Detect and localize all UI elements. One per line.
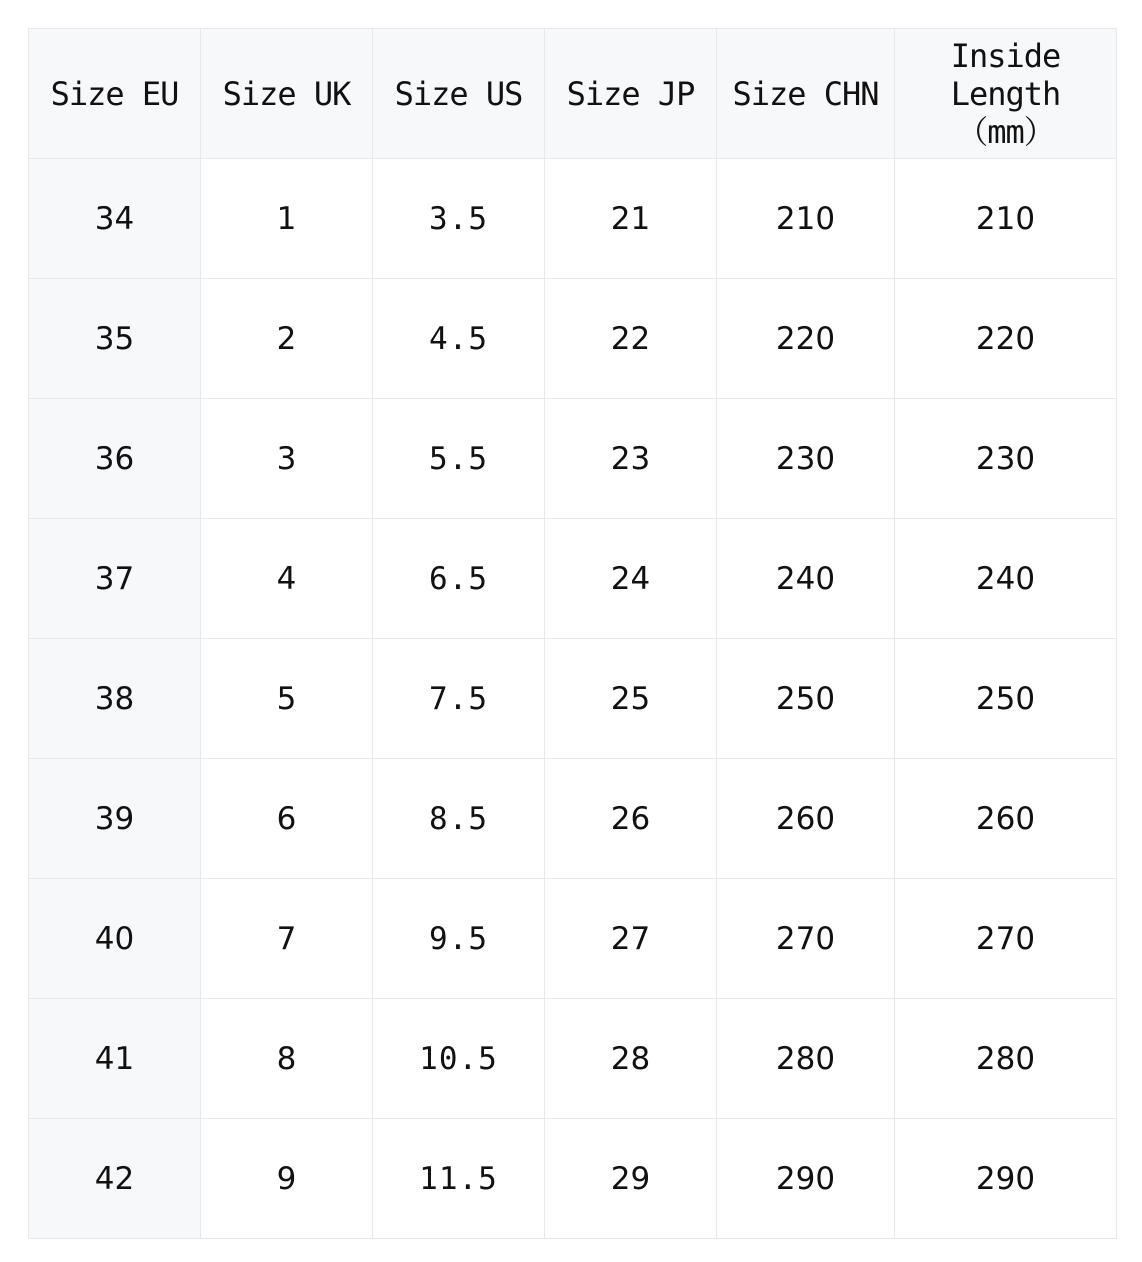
header-size-jp: Size JP (545, 29, 717, 159)
table-row (29, 279, 1117, 399)
cell-size-us: 7.5 (373, 639, 545, 759)
header-inside-length-unit: （mm） (956, 112, 1055, 151)
cell-size-chn: 270 (717, 879, 895, 999)
cell-size-jp: 27 (545, 879, 717, 999)
cell-size-uk: 5 (201, 639, 373, 759)
cell-size-eu: 36 (29, 399, 201, 519)
header-inside-length-label: Inside Length (950, 36, 1061, 113)
cell-size-us: 6.5 (373, 519, 545, 639)
cell-size-eu: 40 (29, 879, 201, 999)
cell-size-uk: 3 (201, 399, 373, 519)
header-size-uk: Size UK (201, 29, 373, 159)
cell-size-uk: 1 (201, 159, 373, 279)
cell-size-jp: 28 (545, 999, 717, 1119)
cell-inside-length: 290 (895, 1119, 1117, 1239)
cell-size-us: 3.5 (373, 159, 545, 279)
cell-size-us: 10.5 (373, 999, 545, 1119)
cell-size-jp: 23 (545, 399, 717, 519)
cell-inside-length: 230 (895, 399, 1117, 519)
cell-size-jp: 21 (545, 159, 717, 279)
table-row (29, 879, 1117, 999)
cell-size-us: 4.5 (373, 279, 545, 399)
cell-inside-length: 240 (895, 519, 1117, 639)
size-chart-table (28, 28, 1117, 1239)
cell-size-eu: 35 (29, 279, 201, 399)
cell-size-uk: 8 (201, 999, 373, 1119)
cell-size-chn: 290 (717, 1119, 895, 1239)
cell-size-eu: 39 (29, 759, 201, 879)
cell-size-us: 9.5 (373, 879, 545, 999)
cell-inside-length: 210 (895, 159, 1117, 279)
cell-size-eu: 38 (29, 639, 201, 759)
cell-size-jp: 26 (545, 759, 717, 879)
table-header-row (29, 29, 1117, 159)
header-inside-length (895, 29, 1117, 159)
cell-size-chn: 280 (717, 999, 895, 1119)
cell-size-jp: 24 (545, 519, 717, 639)
cell-inside-length: 220 (895, 279, 1117, 399)
cell-size-eu: 41 (29, 999, 201, 1119)
table-row (29, 999, 1117, 1119)
header-size-chn: Size CHN (717, 29, 895, 159)
cell-size-uk: 6 (201, 759, 373, 879)
table-row (29, 519, 1117, 639)
table-row (29, 759, 1117, 879)
table-row (29, 1119, 1117, 1239)
table-row (29, 399, 1117, 519)
cell-size-uk: 2 (201, 279, 373, 399)
cell-size-chn: 220 (717, 279, 895, 399)
cell-size-uk: 4 (201, 519, 373, 639)
cell-size-us: 5.5 (373, 399, 545, 519)
cell-size-chn: 250 (717, 639, 895, 759)
cell-size-jp: 22 (545, 279, 717, 399)
cell-size-eu: 34 (29, 159, 201, 279)
cell-size-chn: 230 (717, 399, 895, 519)
cell-size-jp: 29 (545, 1119, 717, 1239)
cell-size-eu: 42 (29, 1119, 201, 1239)
table-row (29, 159, 1117, 279)
cell-size-chn: 260 (717, 759, 895, 879)
cell-size-eu: 37 (29, 519, 201, 639)
cell-size-chn: 240 (717, 519, 895, 639)
table-row (29, 639, 1117, 759)
cell-size-us: 8.5 (373, 759, 545, 879)
cell-size-uk: 9 (201, 1119, 373, 1239)
cell-inside-length: 260 (895, 759, 1117, 879)
cell-inside-length: 270 (895, 879, 1117, 999)
cell-size-uk: 7 (201, 879, 373, 999)
cell-size-chn: 210 (717, 159, 895, 279)
header-size-eu: Size EU (29, 29, 201, 159)
header-size-us: Size US (373, 29, 545, 159)
cell-size-jp: 25 (545, 639, 717, 759)
cell-inside-length: 280 (895, 999, 1117, 1119)
cell-size-us: 11.5 (373, 1119, 545, 1239)
cell-inside-length: 250 (895, 639, 1117, 759)
